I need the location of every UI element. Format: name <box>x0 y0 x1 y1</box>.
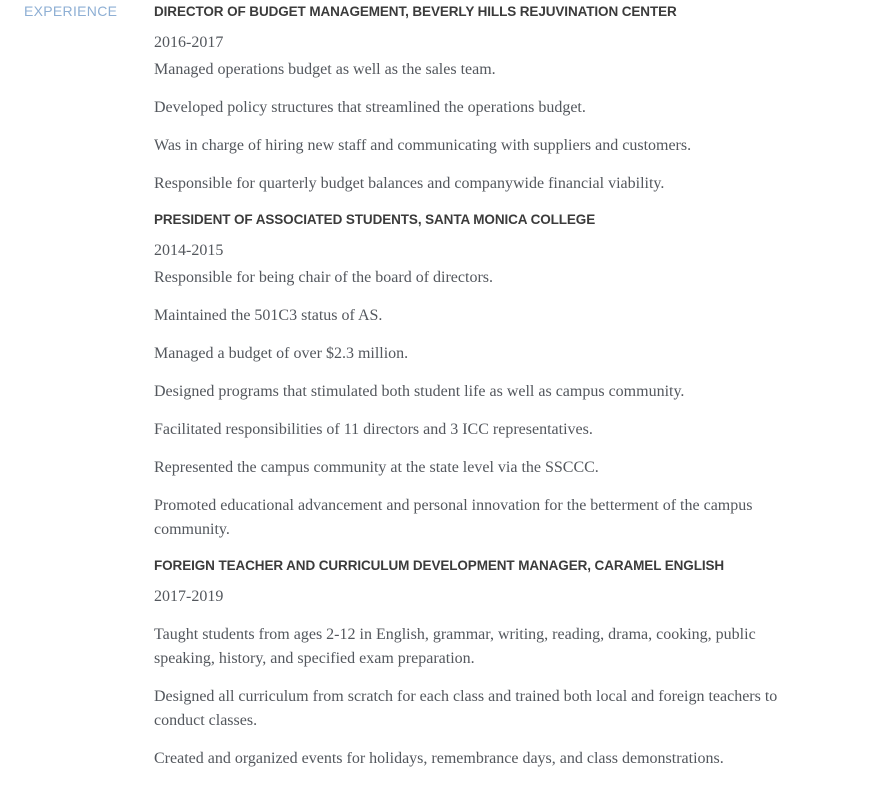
job-bullet: Promoted educational advancement and personal innovation for the betterment of the campus community. <box>154 497 753 538</box>
job-entry <box>154 556 799 771</box>
section-label-column <box>0 2 154 21</box>
job-date-range: 2014-2015 <box>154 242 224 259</box>
job-bullet: Designed programs that stimulated both student life as well as campus community. <box>154 383 685 400</box>
job-bullet: Created and organized events for holidays, remembrance days, and class demonstrations. <box>154 750 724 767</box>
job-bullet: Facilitated responsibilities of 11 directors and 3 ICC representatives. <box>154 421 593 438</box>
job-title: FOREIGN TEACHER AND CURRICULUM DEVELOPMENT MANAGER, CARAMEL ENGLISH <box>154 558 725 573</box>
job-bullet: Managed operations budget as well as the sales team. <box>154 61 496 78</box>
job-bullet: Taught students from ages 2-12 in English, grammar, writing, reading, drama, cooking, public speaking, history, and specified exam preparation. <box>154 626 756 667</box>
job-date-range: 2016-2017 <box>154 34 224 51</box>
job-title: PRESIDENT OF ASSOCIATED STUDENTS, SANTA MONICA COLLEGE <box>154 212 596 227</box>
job-title: DIRECTOR OF BUDGET MANAGEMENT, BEVERLY HILLS REJUVINATION CENTER <box>154 4 677 19</box>
job-bullet: Maintained the 501C3 status of AS. <box>154 307 383 324</box>
job-bullet: Was in charge of hiring new staff and communicating with suppliers and customers. <box>154 137 692 154</box>
job-entry <box>154 210 799 542</box>
experience-entries <box>154 2 799 785</box>
job-bullet: Developed policy structures that streamlined the operations budget. <box>154 99 586 116</box>
job-bullet: Designed all curriculum from scratch for each class and trained both local and foreign teachers to conduct classes. <box>154 688 778 729</box>
job-bullet: Responsible for quarterly budget balances and companywide financial viability. <box>154 175 665 192</box>
job-bullet: Responsible for being chair of the board of directors. <box>154 269 494 286</box>
experience-section-label: EXPERIENCE <box>24 3 118 19</box>
job-bullet: Represented the campus community at the state level via the SSCCC. <box>154 459 599 476</box>
job-bullet: Managed a budget of over $2.3 million. <box>154 345 409 362</box>
job-entry <box>154 2 799 196</box>
job-date-range: 2017-2019 <box>154 588 224 605</box>
